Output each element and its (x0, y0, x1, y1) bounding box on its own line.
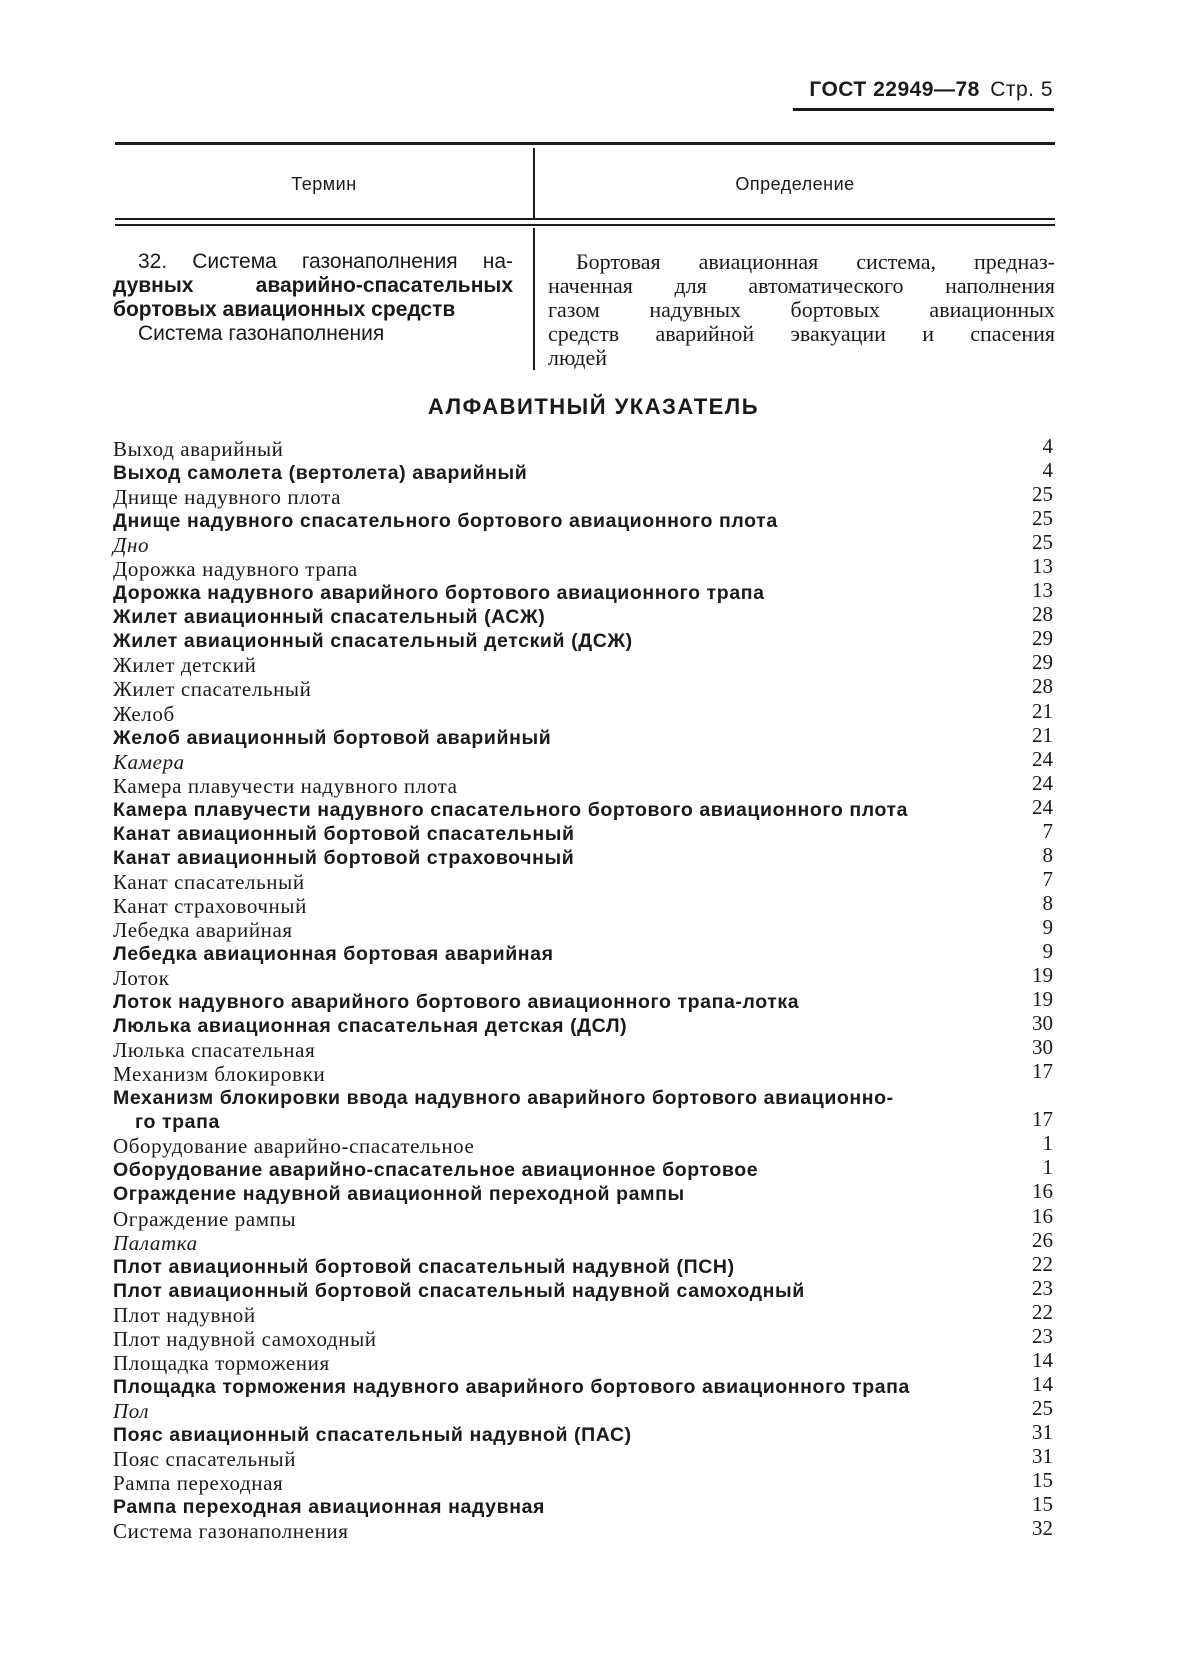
index-entry (113, 530, 1053, 558)
header-rule (793, 108, 1054, 111)
page-number: Стр. 5 (990, 78, 1053, 101)
index-entry (113, 1035, 1053, 1063)
index-entry (113, 1203, 1053, 1231)
index-entry (113, 818, 1053, 846)
index-entry (113, 1275, 1053, 1303)
index-entry (113, 626, 1053, 653)
index-entry-term: Желоб (113, 701, 175, 726)
definition-line: средств аварийной эвакуации и спасения (548, 321, 1055, 346)
index-entry (113, 1011, 1053, 1038)
index-entry-term: Камера плавучести надувного спасательного бортового авиационного плота (113, 798, 909, 821)
index-entry-term: Пояс спасательный (113, 1446, 297, 1471)
index-entry-number: 30 (1032, 1011, 1053, 1036)
index-entry (113, 987, 1053, 1014)
index-entry-term: Оборудование аварийно-спасательное авиационное бортовое (113, 1159, 759, 1182)
index-entry (113, 578, 1053, 605)
index-entry-term: Пояс авиационный спасательный надувной (ПАС) (113, 1423, 632, 1446)
index-entry-term: Жилет авиационный спасательный (АСЖ) (113, 606, 546, 629)
index-entry-term: Жилет авиационный спасательный детский (ДСЖ) (113, 630, 633, 653)
index-entry-number: 13 (1032, 554, 1053, 579)
index-entry-number: 19 (1032, 987, 1053, 1012)
index-entry-number: 8 (1042, 842, 1053, 867)
index-entry-term: Палатка (113, 1230, 198, 1255)
index-entry-term: Жилет детский (113, 653, 257, 678)
definition-cell (548, 250, 1055, 370)
index-entry-number: 14 (1032, 1347, 1053, 1372)
index-entry-term: Выход самолета (вертолета) аварийный (113, 462, 528, 485)
index-entry-number: 23 (1032, 1275, 1053, 1300)
standard-code: ГОСТ 22949—78 (809, 78, 980, 101)
index-entry-number: 22 (1032, 1299, 1053, 1324)
index-entry-term: Камера плавучести надувного плота (113, 773, 458, 798)
index-entry-number: 1 (1042, 1155, 1053, 1180)
index-entry-term: Лебедка авиационная бортовая аварийная (113, 942, 554, 965)
index-entry (113, 1059, 1053, 1087)
index-entry-term: Оборудование аварийно-спасательное (113, 1134, 475, 1159)
index-entry-number: 4 (1042, 458, 1053, 483)
index-entry-number: 15 (1032, 1468, 1053, 1493)
index-entry-number: 31 (1032, 1443, 1053, 1468)
index-entry (113, 963, 1053, 991)
index-entry-number: 15 (1032, 1492, 1053, 1517)
index-entry-number: 16 (1032, 1179, 1053, 1204)
index-entry-number: 23 (1032, 1323, 1053, 1348)
index-entry (113, 794, 1053, 822)
index-entry-term: Днище надувного спасательного бортового авиационного плота (113, 510, 778, 533)
index-entry-term: Пол (113, 1398, 150, 1423)
term-cell (113, 250, 513, 346)
term-line: бортовых авиационных средств (113, 298, 456, 321)
index-entry-number: 9 (1042, 914, 1053, 939)
index-entry-number: 8 (1042, 890, 1053, 915)
index-entry-number: 7 (1042, 866, 1053, 891)
index-entry-term: Дно (113, 533, 150, 558)
index-entry-number: 17 (1032, 1107, 1053, 1132)
index-entry-number: 25 (1032, 530, 1053, 555)
table-top-rule (115, 142, 1055, 145)
index-entry (113, 434, 1053, 461)
index-entry-term: Днище надувного плота (113, 485, 342, 510)
page-header (809, 78, 1053, 102)
index-entry-term: Механизм блокировки ввода надувного аварийного бортового авиационно- (113, 1087, 894, 1110)
definition-line: газом надувных бортовых авиационных (548, 297, 1055, 322)
definition-line: Бортовая авиационная система, предназ- (576, 249, 1055, 274)
index-entry-number: 24 (1032, 770, 1053, 795)
index-entry-number: 25 (1032, 1395, 1053, 1420)
definition-line: людей (548, 345, 608, 370)
index-entry-term: Канат авиационный бортовой спасательный (113, 822, 575, 845)
index-entry (113, 722, 1053, 750)
index-entry-number: 29 (1032, 626, 1053, 651)
index-entry-number: 25 (1032, 482, 1053, 507)
index-entry-number: 24 (1032, 746, 1053, 771)
index-entry-term: Рампа переходная авиационная надувная (113, 1496, 546, 1519)
index-entry-number: 14 (1032, 1371, 1053, 1396)
definition-line: наченная для автоматического наполнения (548, 273, 1055, 298)
index-entry-number: 16 (1032, 1203, 1053, 1228)
index-entry (113, 890, 1053, 918)
index-entry (113, 1468, 1053, 1496)
index-entry (113, 770, 1053, 798)
index-entry-term: Плот надувной самоходный (113, 1326, 377, 1351)
index-entry (113, 938, 1053, 966)
term-line: 32. Система газонаполнения на- (138, 250, 513, 273)
index-entry-term: Механизм блокировки (113, 1062, 326, 1087)
index-entry (113, 674, 1053, 702)
index-entry (113, 602, 1053, 629)
index-entry (113, 1131, 1053, 1159)
index-entry (113, 1086, 1053, 1110)
index-entry (113, 1299, 1053, 1327)
index-entry-term: Ограждение надувной авиационной переходной рампы (113, 1183, 685, 1206)
index-entry (113, 914, 1053, 942)
alphabetical-index (113, 434, 1053, 1544)
index-entry (113, 1347, 1053, 1375)
table-head-rule-lower (115, 224, 1055, 226)
index-entry (113, 1516, 1053, 1544)
index-entry-number: 19 (1032, 963, 1053, 988)
index-entry-term: Рампа переходная (113, 1471, 284, 1496)
index-entry-number: 21 (1032, 698, 1053, 723)
index-entry-term: Лоток (113, 966, 170, 991)
index-entry (113, 698, 1053, 726)
index-entry-term: Дорожка надувного аварийного бортового авиационного трапа (113, 582, 765, 605)
index-entry-number: 28 (1032, 674, 1053, 699)
index-entry-term: Канат авиационный бортовой страховочный (113, 846, 575, 869)
term-short-form: Система газонаполнения (138, 322, 385, 345)
index-entry (113, 1371, 1053, 1399)
index-entry-number: 17 (1032, 1059, 1053, 1084)
index-entry (113, 1251, 1053, 1279)
index-entry-term: Жилет спасательный (113, 677, 312, 702)
index-entry-term: Люлька спасательная (113, 1038, 316, 1063)
index-entry-term: Плот надувной (113, 1302, 256, 1327)
term-line: дувных аварийно-спасательных (113, 274, 513, 297)
index-entry-number: 22 (1032, 1251, 1053, 1276)
index-entry (113, 1419, 1053, 1447)
index-entry-term: Плот авиационный бортовой спасательный надувной самоходный (113, 1279, 805, 1302)
index-entry-term: Система газонаполнения (113, 1519, 349, 1544)
index-entry-term: Лебедка аварийная (113, 917, 293, 942)
index-entry (113, 866, 1053, 894)
index-entry-number: 30 (1032, 1035, 1053, 1060)
index-entry-number: 9 (1042, 938, 1053, 963)
index-entry-term: Камера (113, 749, 185, 774)
index-entry-term: Площадка торможения (113, 1350, 330, 1375)
index-entry-number: 25 (1032, 506, 1053, 531)
column-header-definition: Определение (735, 174, 855, 194)
index-entry-number: 24 (1032, 794, 1053, 819)
column-header-term: Термин (291, 174, 357, 194)
index-entry-number: 32 (1032, 1516, 1053, 1541)
index-entry-number: 29 (1032, 650, 1053, 675)
index-entry (113, 650, 1053, 678)
table-column-divider-body (533, 228, 535, 370)
index-entry-term: Канат страховочный (113, 893, 307, 918)
index-entry-term: Канат спасательный (113, 869, 305, 894)
index-entry-term: Желоб авиационный бортовой аварийный (113, 726, 552, 749)
index-entry (113, 1227, 1053, 1255)
index-entry (113, 842, 1053, 870)
index-entry-term: Выход аварийный (113, 437, 284, 461)
index-entry (113, 1492, 1053, 1519)
index-entry-number: 31 (1032, 1419, 1053, 1444)
index-entry-term: Дорожка надувного трапа (113, 557, 358, 582)
index-entry (113, 506, 1053, 533)
index-entry-term: Площадка торможения надувного аварийного бортового авиационного трапа (113, 1375, 910, 1398)
table-head-rule-upper (115, 218, 1055, 220)
index-entry (113, 458, 1053, 485)
index-entry (113, 1443, 1053, 1471)
index-entry-number: 1 (1042, 1131, 1053, 1156)
index-title: АЛФАВИТНЫЙ УКАЗАТЕЛЬ (427, 394, 760, 419)
index-entry (113, 746, 1053, 774)
index-entry (113, 482, 1053, 510)
index-entry-number: 7 (1042, 818, 1053, 843)
index-entry (113, 554, 1053, 582)
index-entry-term: го трапа (135, 1111, 220, 1134)
index-entry-term: Плот авиационный бортовой спасательный надувной (ПСН) (113, 1255, 735, 1278)
index-entry-term: Ограждение рампы (113, 1206, 297, 1231)
index-entry-number: 28 (1032, 602, 1053, 627)
index-entry (113, 1395, 1053, 1423)
index-entry-number: 26 (1032, 1227, 1053, 1252)
index-entry-term: Лоток надувного аварийного бортового авиационного трапа-лотка (113, 991, 800, 1014)
index-entry (113, 1179, 1053, 1206)
index-entry (113, 1107, 1053, 1134)
index-entry-number: 21 (1032, 722, 1053, 747)
index-entry (113, 1155, 1053, 1182)
index-entry-number: 13 (1032, 578, 1053, 603)
index-entry (113, 1323, 1053, 1351)
index-entry-number: 4 (1042, 434, 1053, 458)
index-entry-term: Люлька авиационная спасательная детская (ДСЛ) (113, 1015, 628, 1038)
